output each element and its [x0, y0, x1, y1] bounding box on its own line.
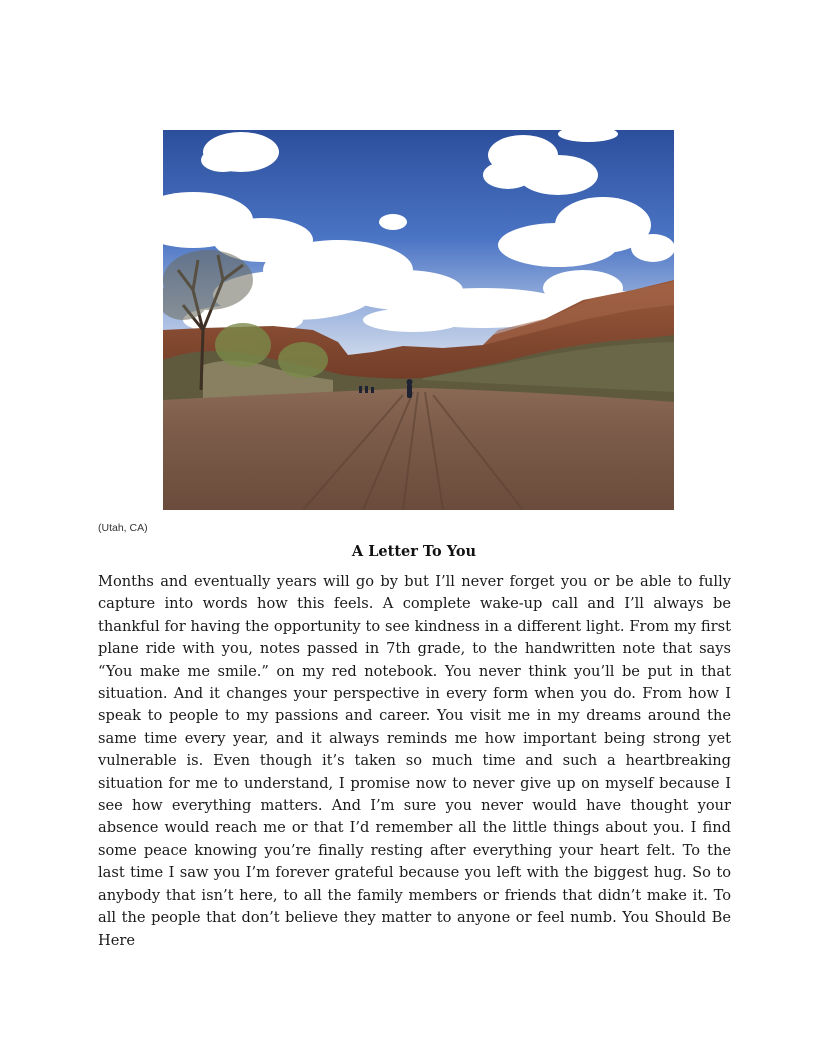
letter-title: A Letter To You — [351, 543, 477, 560]
letter-body: Months and eventually years will go by but I’ll never forget you or be able to fully capture into words how this feels. A complete wake-up call and I’ll always be thankful for having the opportunity to see kindness in a different light. From my first plane ride with you, notes passed in 7th grade, to the handwritten note that says “You make me smile.” on my red notebook. You never think you’ll be put in that situation. And it changes your perspective in every form when you do. From how I speak to people to my passions and career. You visit me in my dreams around the same time every year, and it always reminds me how important being strong yet vulnerable is. Even though it’s taken so much time and such a heartbreaking situation for me to understand, I promise now to never give up on myself because I see how everything matters. And I’m sure you never would have thought your absence would reach me or that I’d remember all the little things about you. I find some peace knowing you’re finally resting after everything your heart felt. To the last time I saw you I’m forever grateful because you left with the biggest hug. So to anybody that isn’t here, to all the family members or friends that didn’t make it. To all the people that don’t believe they matter to anyone or feel numb. You Should Be Here — [98, 573, 731, 949]
photo-caption: (Utah, CA) — [98, 522, 148, 534]
canyon-photo-illustration — [163, 130, 674, 510]
sandy-trail — [163, 388, 674, 510]
canyon-photo — [163, 130, 674, 510]
